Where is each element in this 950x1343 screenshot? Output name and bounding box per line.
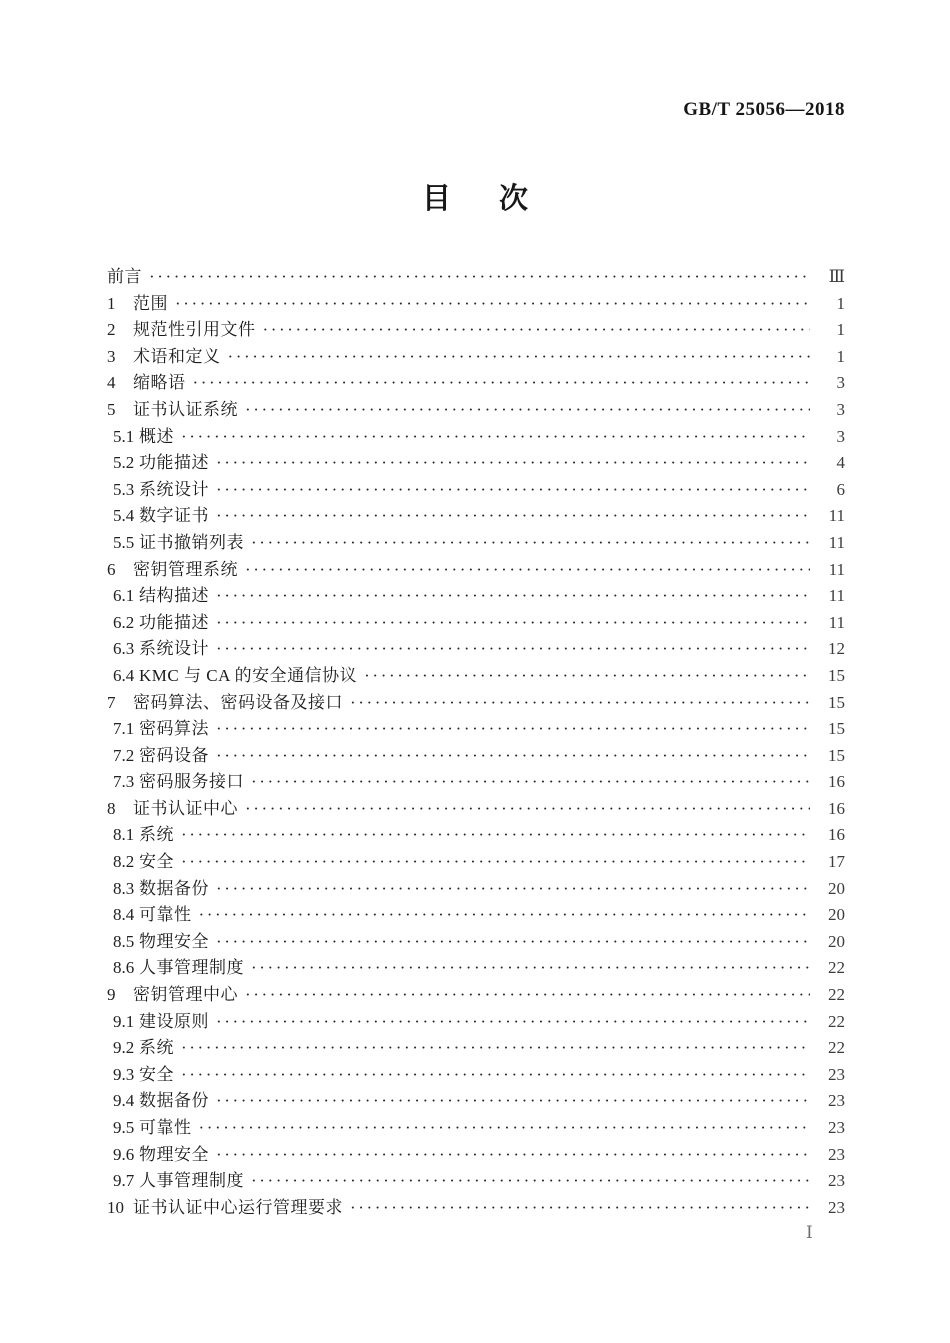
toc-entry-page: 23 <box>828 1171 845 1191</box>
toc-row <box>107 822 845 849</box>
toc-entry-number: 3 <box>107 346 116 366</box>
toc-dot-leader <box>263 317 811 344</box>
toc-row <box>107 450 845 477</box>
toc-dot-leader <box>216 477 810 504</box>
page-number: Ⅰ <box>806 1223 813 1242</box>
toc-row <box>107 876 845 903</box>
toc-dot-leader <box>245 557 810 584</box>
toc-row <box>107 397 845 424</box>
standard-number: GB/T 25056—2018 <box>683 99 845 120</box>
toc-entry-label: 安全 <box>139 852 174 872</box>
toc-dot-leader <box>181 1062 810 1089</box>
toc-entry-label: 密码算法 <box>139 719 209 739</box>
toc-dot-leader <box>245 982 810 1009</box>
toc-entry-label: KMC 与 CA 的安全通信协议 <box>139 665 358 685</box>
toc-entry-number: 7.1 <box>113 719 135 739</box>
toc-dot-leader <box>193 370 811 397</box>
toc-row <box>107 610 845 637</box>
toc-entry-page: 15 <box>828 665 845 685</box>
toc-entry-page: 1 <box>836 293 845 313</box>
toc-entry-page: 23 <box>828 1091 845 1111</box>
toc-row <box>107 1168 845 1195</box>
toc-row <box>107 424 845 451</box>
toc-entry-number: 6.2 <box>113 612 135 632</box>
toc-dot-leader <box>216 610 810 637</box>
toc-entry-page: 15 <box>828 692 845 712</box>
toc-entry-page: 11 <box>828 586 845 606</box>
toc-dot-leader <box>216 716 810 743</box>
toc-entry-label: 证书认证系统 <box>133 399 238 419</box>
toc-entry-label: 术语和定义 <box>133 346 221 366</box>
toc-row <box>107 769 845 796</box>
toc-row <box>107 291 845 318</box>
toc-entry-number: 9.6 <box>113 1144 135 1164</box>
toc-dot-leader <box>216 450 810 477</box>
toc-entry-label: 概述 <box>139 426 174 446</box>
toc-entry-page: 4 <box>836 453 845 473</box>
toc-dot-leader <box>216 636 810 663</box>
toc-dot-leader <box>181 1035 810 1062</box>
toc-entry-page: 23 <box>828 1118 845 1137</box>
toc-entry-page: 6 <box>836 479 845 499</box>
toc-row <box>107 849 845 876</box>
toc-dot-leader <box>251 530 810 557</box>
toc-dot-leader <box>251 1168 810 1195</box>
toc-row <box>107 636 845 663</box>
toc-entry-page: 11 <box>828 532 845 552</box>
toc-dot-leader <box>199 1115 811 1142</box>
toc-entry-page: 20 <box>828 905 845 925</box>
toc-entry-label: 系统 <box>139 825 174 845</box>
toc-entry-number: 8.5 <box>113 931 135 951</box>
toc-dot-leader <box>216 1088 810 1115</box>
toc-entry-number: 5.5 <box>113 532 135 552</box>
toc-entry-label: 密钥管理系统 <box>133 559 238 579</box>
toc-entry-number: 7.2 <box>113 745 135 765</box>
toc-entry-page: 16 <box>828 798 845 818</box>
toc-entry-number: 5.1 <box>113 426 135 446</box>
toc-entry-page: 3 <box>836 426 845 446</box>
toc-row <box>107 530 845 557</box>
toc-dot-leader <box>181 822 810 849</box>
toc-entry-number: 8.4 <box>113 905 135 925</box>
toc-entry-label: 证书认证中心运行管理要求 <box>133 1197 343 1217</box>
toc-dot-leader <box>216 1142 810 1169</box>
toc-row <box>107 1142 845 1169</box>
toc-entry-number: 6.1 <box>113 586 135 606</box>
toc-entry-number: 5 <box>107 399 116 419</box>
toc-row <box>107 1009 845 1036</box>
toc-row <box>107 264 845 291</box>
toc-entry-number: 8.1 <box>113 825 135 845</box>
toc-entry-label: 物理安全 <box>139 1144 209 1164</box>
toc-entry-page: 20 <box>828 878 845 898</box>
toc-entry-label: 证书认证中心 <box>133 798 238 818</box>
toc-dot-leader <box>245 796 810 823</box>
toc-row <box>107 583 845 610</box>
toc-dot-leader <box>216 583 810 610</box>
toc-row <box>107 929 845 956</box>
toc-entry-label: 数字证书 <box>139 506 209 526</box>
toc-dot-leader <box>181 424 810 451</box>
toc-row <box>107 743 845 770</box>
page-title-char-left: 目 <box>421 183 451 215</box>
toc-dot-leader <box>251 955 810 982</box>
toc-row <box>107 1062 845 1089</box>
toc-entry-page: 11 <box>828 612 845 632</box>
toc-entry-page: 11 <box>828 559 845 579</box>
toc-entry-label: 人事管理制度 <box>139 1171 244 1191</box>
toc-dot-leader <box>199 902 811 929</box>
toc-entry-label: 结构描述 <box>139 586 209 606</box>
toc-entry-number: 5.3 <box>113 479 135 499</box>
toc-row <box>107 690 845 717</box>
toc-entry-page: 11 <box>828 506 845 526</box>
toc-entry-number: 9.4 <box>113 1091 135 1111</box>
toc-entry-number: 9 <box>107 985 116 1005</box>
toc-row <box>107 1195 845 1222</box>
toc-entry-number: 6.3 <box>113 639 135 659</box>
toc-entry-number: 10 <box>107 1197 124 1217</box>
toc-entry-number: 2 <box>107 320 116 340</box>
toc-entry-number: 9.7 <box>113 1171 135 1191</box>
toc-row <box>107 796 845 823</box>
toc-entry-label: 数据备份 <box>139 878 209 898</box>
toc-entry-page: 15 <box>828 719 845 739</box>
toc-dot-leader <box>350 1195 810 1222</box>
toc-entry-number: 5.4 <box>113 506 135 526</box>
toc-row <box>107 982 845 1009</box>
toc-entry-page: 22 <box>828 958 845 978</box>
toc-entry-page: 12 <box>828 639 845 659</box>
toc-entry-number: 9.5 <box>113 1118 135 1137</box>
toc-dot-leader <box>216 1009 810 1036</box>
toc-entry-page: 1 <box>836 320 845 340</box>
toc-entry-label: 功能描述 <box>139 453 209 473</box>
toc-entry-page: 3 <box>836 399 845 419</box>
toc-entry-label: 密码服务接口 <box>139 772 244 792</box>
toc-dot-leader <box>245 397 810 424</box>
toc-entry-label: 系统设计 <box>139 639 209 659</box>
toc-row <box>107 317 845 344</box>
toc-dot-leader <box>228 344 811 371</box>
toc-entry-page: Ⅲ <box>828 267 845 286</box>
toc-dot-leader <box>181 849 810 876</box>
toc-entry-page: 1 <box>836 346 845 366</box>
toc-dot-leader <box>216 503 810 530</box>
toc-entry-page: 23 <box>828 1197 845 1217</box>
toc-row <box>107 370 845 397</box>
toc-entry-label: 功能描述 <box>139 612 209 632</box>
toc-entry-number: 9.3 <box>113 1064 135 1084</box>
toc-entry-label: 规范性引用文件 <box>133 320 256 340</box>
toc-entry-label: 密钥管理中心 <box>133 985 238 1005</box>
toc-list <box>107 264 845 1221</box>
toc-entry-number: 6.4 <box>113 665 135 685</box>
toc-entry-label: 可靠性 <box>139 905 192 925</box>
toc-row <box>107 503 845 530</box>
toc-entry-label: 系统设计 <box>139 479 209 499</box>
toc-row <box>107 344 845 371</box>
toc-entry-number: 9.2 <box>113 1038 135 1058</box>
toc-entry-number: 7 <box>107 692 116 712</box>
toc-entry-number: 4 <box>107 373 116 393</box>
toc-entry-label: 系统 <box>139 1038 174 1058</box>
toc-entry-page: 3 <box>836 373 845 393</box>
toc-entry-label: 物理安全 <box>139 931 209 951</box>
toc-entry-page: 17 <box>828 852 845 872</box>
toc-dot-leader <box>364 663 810 690</box>
toc-entry-label: 数据备份 <box>139 1091 209 1111</box>
toc-row <box>107 663 845 690</box>
toc-row <box>107 1088 845 1115</box>
toc-entry-label: 安全 <box>139 1064 174 1084</box>
toc-entry-label: 可靠性 <box>139 1118 192 1137</box>
toc-entry-page: 22 <box>828 985 845 1005</box>
toc-entry-number: 7.3 <box>113 772 135 792</box>
toc-entry-page: 16 <box>828 772 845 792</box>
toc-entry-number: 5.2 <box>113 453 135 473</box>
toc-entry-number: 8.3 <box>113 878 135 898</box>
toc-entry-label: 密码算法、密码设备及接口 <box>133 692 343 712</box>
toc-dot-leader <box>216 929 810 956</box>
toc-entry-label: 密码设备 <box>139 745 209 765</box>
toc-dot-leader <box>175 291 810 318</box>
toc-entry-page: 23 <box>828 1064 845 1084</box>
toc-entry-label: 前言 <box>107 267 142 286</box>
toc-entry-page: 20 <box>828 931 845 951</box>
toc-entry-number: 8.6 <box>113 958 135 978</box>
toc-entry-page: 16 <box>828 825 845 845</box>
toc-row <box>107 557 845 584</box>
toc-dot-leader <box>149 264 810 291</box>
toc-entry-page: 23 <box>828 1144 845 1164</box>
toc-entry-page: 22 <box>828 1011 845 1031</box>
toc-entry-page: 22 <box>828 1038 845 1058</box>
toc-entry-number: 8.2 <box>113 852 135 872</box>
toc-dot-leader <box>216 876 810 903</box>
toc-entry-number: 9.1 <box>113 1011 135 1031</box>
toc-entry-number: 1 <box>107 293 116 313</box>
toc-dot-leader <box>251 769 810 796</box>
toc-entry-label: 缩略语 <box>133 373 186 393</box>
toc-row <box>107 1115 845 1142</box>
page-title <box>0 176 950 217</box>
toc-entry-number: 6 <box>107 559 116 579</box>
toc-dot-leader <box>216 743 810 770</box>
toc-row <box>107 716 845 743</box>
toc-row <box>107 902 845 929</box>
toc-entry-label: 人事管理制度 <box>139 958 244 978</box>
toc-row <box>107 477 845 504</box>
toc-entry-page: 15 <box>828 745 845 765</box>
toc-row <box>107 1035 845 1062</box>
toc-entry-label: 范围 <box>133 293 168 313</box>
toc-entry-number: 8 <box>107 798 116 818</box>
toc-dot-leader <box>350 690 810 717</box>
toc-entry-label: 建设原则 <box>139 1011 209 1031</box>
toc-entry-label: 证书撤销列表 <box>139 532 244 552</box>
toc-row <box>107 955 845 982</box>
page-title-char-right: 次 <box>499 183 529 215</box>
